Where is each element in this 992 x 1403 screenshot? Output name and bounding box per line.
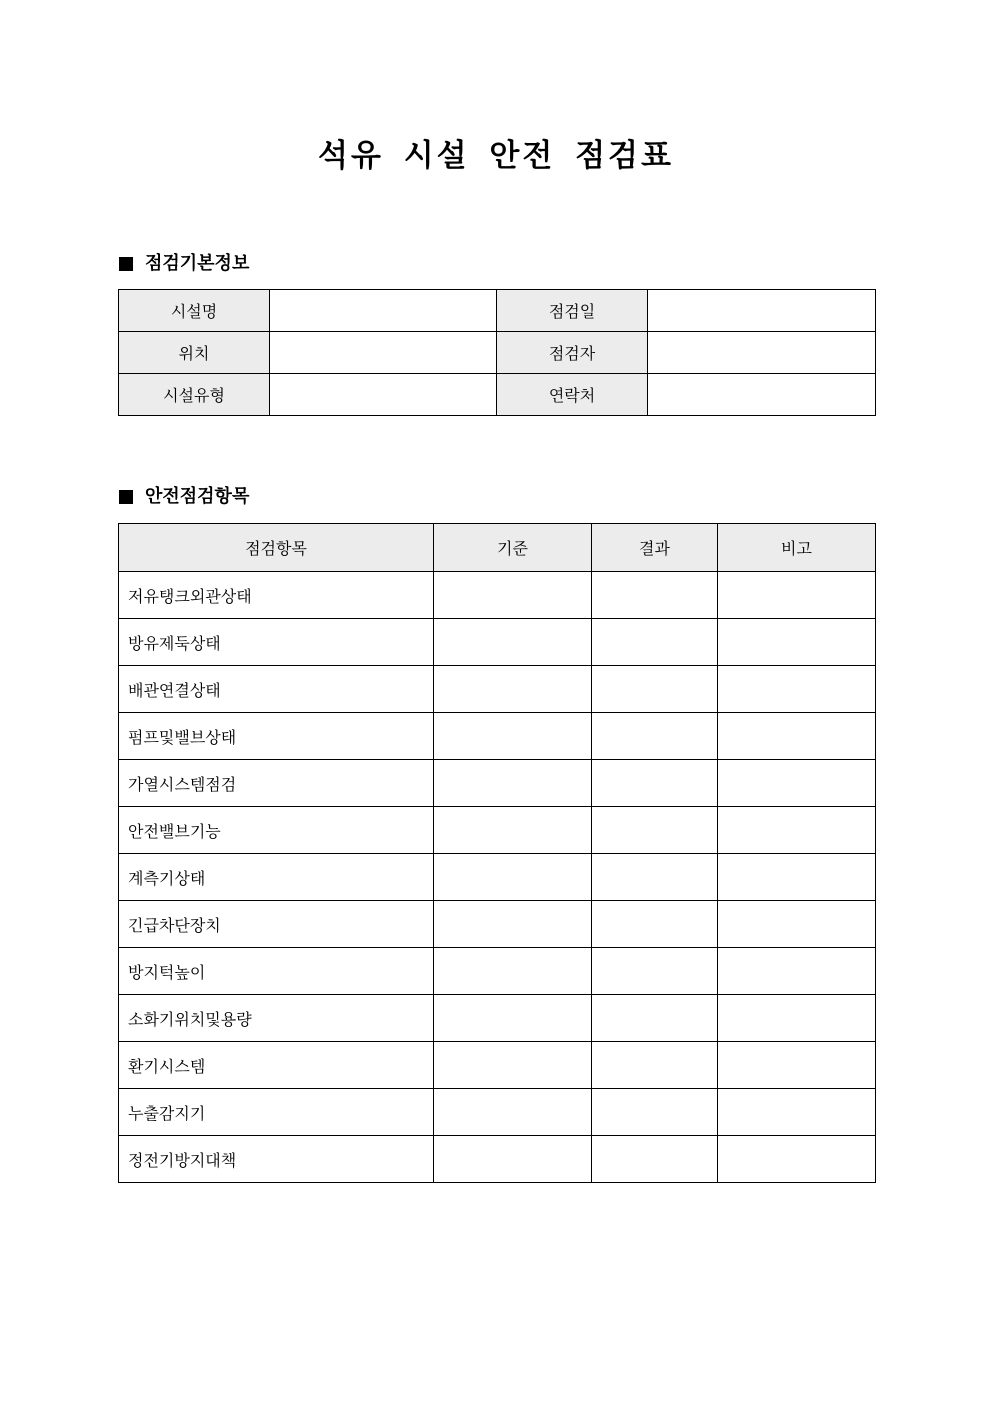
check-item-label: 환기시스템 xyxy=(119,1042,434,1089)
info-label: 점검자 xyxy=(497,332,648,374)
table-row xyxy=(119,854,876,901)
table-row xyxy=(119,1042,876,1089)
standard-field[interactable] xyxy=(434,807,592,854)
table-row xyxy=(119,713,876,760)
table-row xyxy=(119,374,876,416)
check-item-label: 누출감지기 xyxy=(119,1089,434,1136)
note-field[interactable] xyxy=(718,760,876,807)
table-row xyxy=(119,948,876,995)
standard-field[interactable] xyxy=(434,1136,592,1183)
check-item-label: 배관연결상태 xyxy=(119,666,434,713)
info-value-field[interactable] xyxy=(648,332,876,374)
square-bullet-icon xyxy=(119,257,133,271)
table-row xyxy=(119,290,876,332)
result-field[interactable] xyxy=(592,1089,718,1136)
note-field[interactable] xyxy=(718,1042,876,1089)
note-field[interactable] xyxy=(718,948,876,995)
result-field[interactable] xyxy=(592,713,718,760)
note-field[interactable] xyxy=(718,995,876,1042)
result-field[interactable] xyxy=(592,760,718,807)
column-header-item: 점검항목 xyxy=(119,524,434,572)
check-item-label: 안전밸브기능 xyxy=(119,807,434,854)
result-field[interactable] xyxy=(592,995,718,1042)
note-field[interactable] xyxy=(718,572,876,619)
note-field[interactable] xyxy=(718,1136,876,1183)
standard-field[interactable] xyxy=(434,760,592,807)
standard-field[interactable] xyxy=(434,1042,592,1089)
info-value-field[interactable] xyxy=(648,374,876,416)
square-bullet-icon xyxy=(119,490,133,504)
note-field[interactable] xyxy=(718,619,876,666)
check-item-label: 방지턱높이 xyxy=(119,948,434,995)
note-field[interactable] xyxy=(718,854,876,901)
standard-field[interactable] xyxy=(434,666,592,713)
section-heading-basic-info xyxy=(119,252,249,276)
result-field[interactable] xyxy=(592,666,718,713)
table-row xyxy=(119,760,876,807)
standard-field[interactable] xyxy=(434,713,592,760)
standard-field[interactable] xyxy=(434,995,592,1042)
table-row xyxy=(119,1089,876,1136)
table-row xyxy=(119,332,876,374)
section-heading-label: 안전점검항목 xyxy=(145,486,250,507)
section-heading-safety-items xyxy=(119,485,249,509)
table-row xyxy=(119,901,876,948)
note-field[interactable] xyxy=(718,713,876,760)
check-item-label: 가열시스템점검 xyxy=(119,760,434,807)
standard-field[interactable] xyxy=(434,619,592,666)
info-value-field[interactable] xyxy=(270,374,497,416)
result-field[interactable] xyxy=(592,948,718,995)
info-value-field[interactable] xyxy=(270,290,497,332)
result-field[interactable] xyxy=(592,619,718,666)
standard-field[interactable] xyxy=(434,572,592,619)
note-field[interactable] xyxy=(718,901,876,948)
table-row xyxy=(119,572,876,619)
result-field[interactable] xyxy=(592,807,718,854)
table-row xyxy=(119,619,876,666)
column-header-standard: 기준 xyxy=(434,524,592,572)
column-header-result: 결과 xyxy=(592,524,718,572)
note-field[interactable] xyxy=(718,1089,876,1136)
result-field[interactable] xyxy=(592,854,718,901)
standard-field[interactable] xyxy=(434,1089,592,1136)
check-item-label: 펌프및밸브상태 xyxy=(119,713,434,760)
table-row xyxy=(119,666,876,713)
result-field[interactable] xyxy=(592,572,718,619)
check-item-label: 정전기방지대책 xyxy=(119,1136,434,1183)
section-heading-label: 점검기본정보 xyxy=(145,253,250,274)
standard-field[interactable] xyxy=(434,948,592,995)
check-item-label: 소화기위치및용량 xyxy=(119,995,434,1042)
result-field[interactable] xyxy=(592,1136,718,1183)
standard-field[interactable] xyxy=(434,854,592,901)
column-header-note: 비고 xyxy=(718,524,876,572)
check-item-label: 방유제둑상태 xyxy=(119,619,434,666)
info-value-field[interactable] xyxy=(270,332,497,374)
table-row xyxy=(119,995,876,1042)
safety-items-table xyxy=(118,523,876,1183)
result-field[interactable] xyxy=(592,1042,718,1089)
table-row xyxy=(119,1136,876,1183)
info-value-field[interactable] xyxy=(648,290,876,332)
check-item-label: 긴급차단장치 xyxy=(119,901,434,948)
table-row xyxy=(119,807,876,854)
note-field[interactable] xyxy=(718,807,876,854)
note-field[interactable] xyxy=(718,666,876,713)
page-title: 석유 시설 안전 점검표 xyxy=(318,138,674,174)
check-item-label: 저유탱크외관상태 xyxy=(119,572,434,619)
info-label: 위치 xyxy=(119,332,270,374)
standard-field[interactable] xyxy=(434,901,592,948)
basic-info-table xyxy=(118,289,876,416)
info-label: 시설명 xyxy=(119,290,270,332)
result-field[interactable] xyxy=(592,901,718,948)
info-label: 시설유형 xyxy=(119,374,270,416)
info-label: 연락처 xyxy=(497,374,648,416)
table-header-row xyxy=(119,524,876,572)
check-item-label: 계측기상태 xyxy=(119,854,434,901)
info-label: 점검일 xyxy=(497,290,648,332)
